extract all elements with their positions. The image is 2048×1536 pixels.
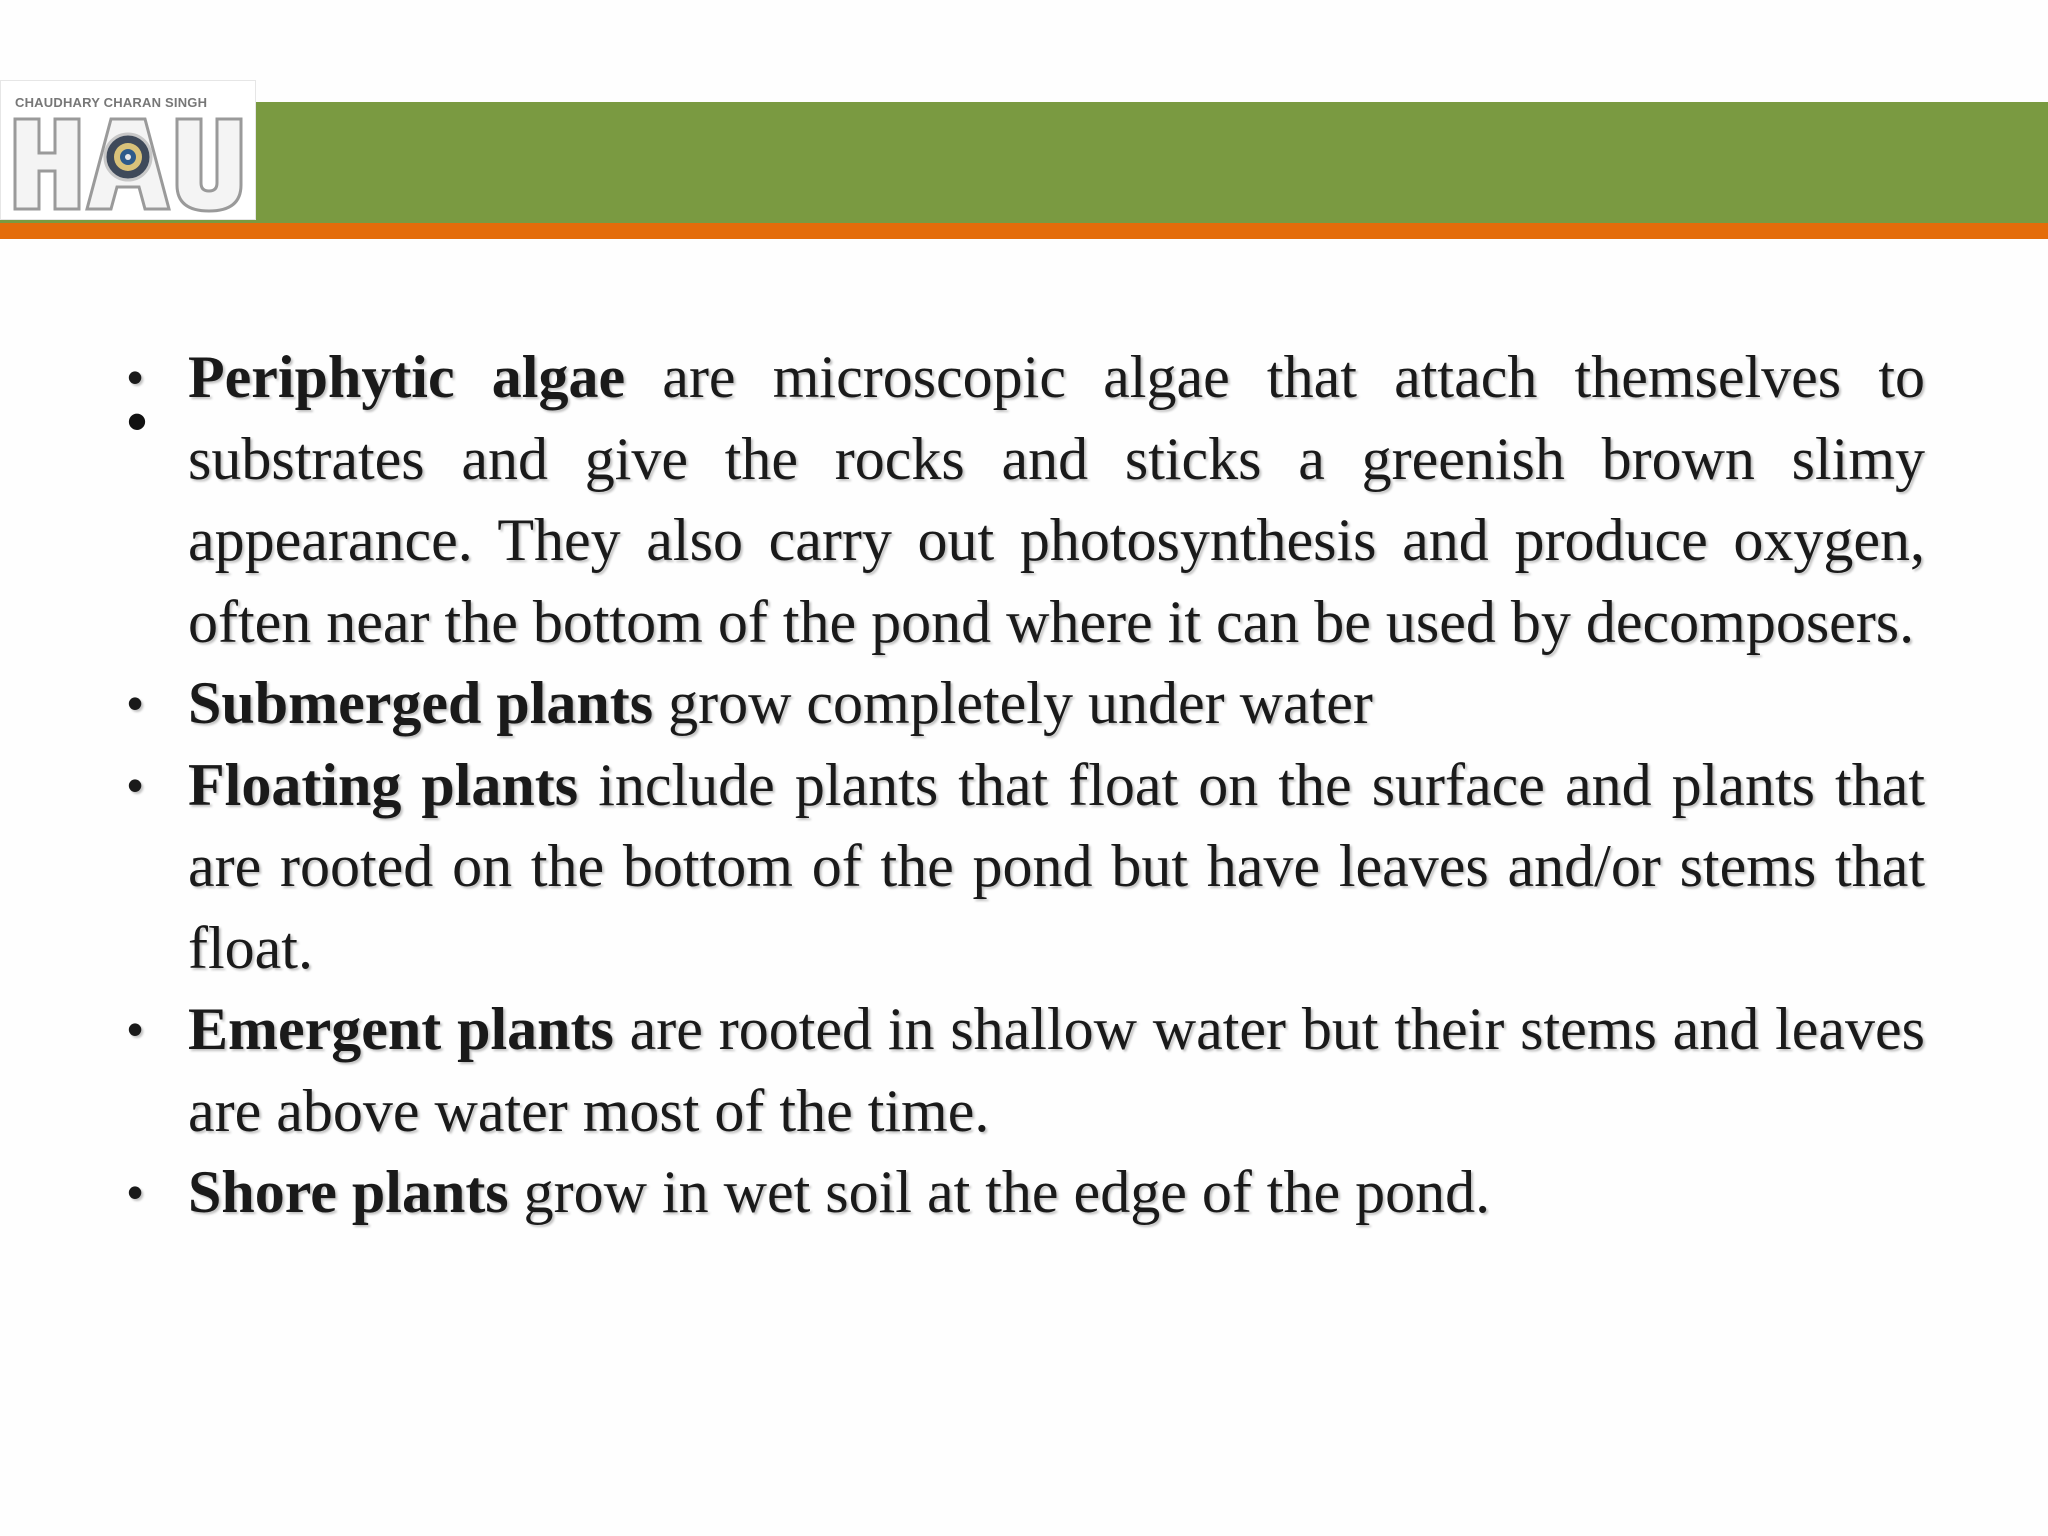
header-orange-stripe [0, 223, 2048, 239]
bullet-list [120, 337, 1925, 1234]
list-item [120, 663, 1925, 745]
bullet-icon: • [126, 677, 144, 729]
item-text: include plants that float on the surface and plants that are rooted on the bottom of the pond but have leaves and/or stems that float. [188, 751, 1925, 981]
bullet-icon: • [126, 758, 144, 811]
term-label: Submerged plants [188, 670, 654, 736]
term-label: Floating plants [188, 751, 579, 818]
bullet-icon: • [126, 1003, 144, 1055]
list-item [120, 337, 1925, 663]
bullet-icon: • [126, 1166, 144, 1218]
list-item [120, 745, 1925, 990]
item-text: grow in wet soil at the edge of the pond. [508, 1159, 1491, 1225]
item-text: are microscopic algae that attach themselves to substrates and give the rocks and sticks a greenish brown slimy appearance. They also carry out photosynthesis and produce oxygen, often near the bottom of the pond where it can be used by decomposers. [188, 344, 1926, 655]
bullet-icon: • [126, 351, 144, 403]
list-item [120, 989, 1925, 1152]
university-logo [0, 80, 256, 220]
item-text: are rooted in shallow water but their stems and leaves are above water most of the time. [188, 996, 1925, 1144]
term-label: Emergent plants [188, 996, 614, 1062]
logo-caption: CHAUDHARY CHARAN SINGH [15, 95, 208, 110]
term-label: Shore plants [188, 1159, 509, 1225]
item-text: grow completely under water [653, 670, 1373, 736]
term-label: Periphytic algae [188, 344, 626, 410]
list-item [120, 1152, 1925, 1234]
header-green-band [0, 102, 2048, 223]
hau-logo-icon [11, 111, 247, 217]
stray-bullet-dot: • [126, 388, 148, 455]
